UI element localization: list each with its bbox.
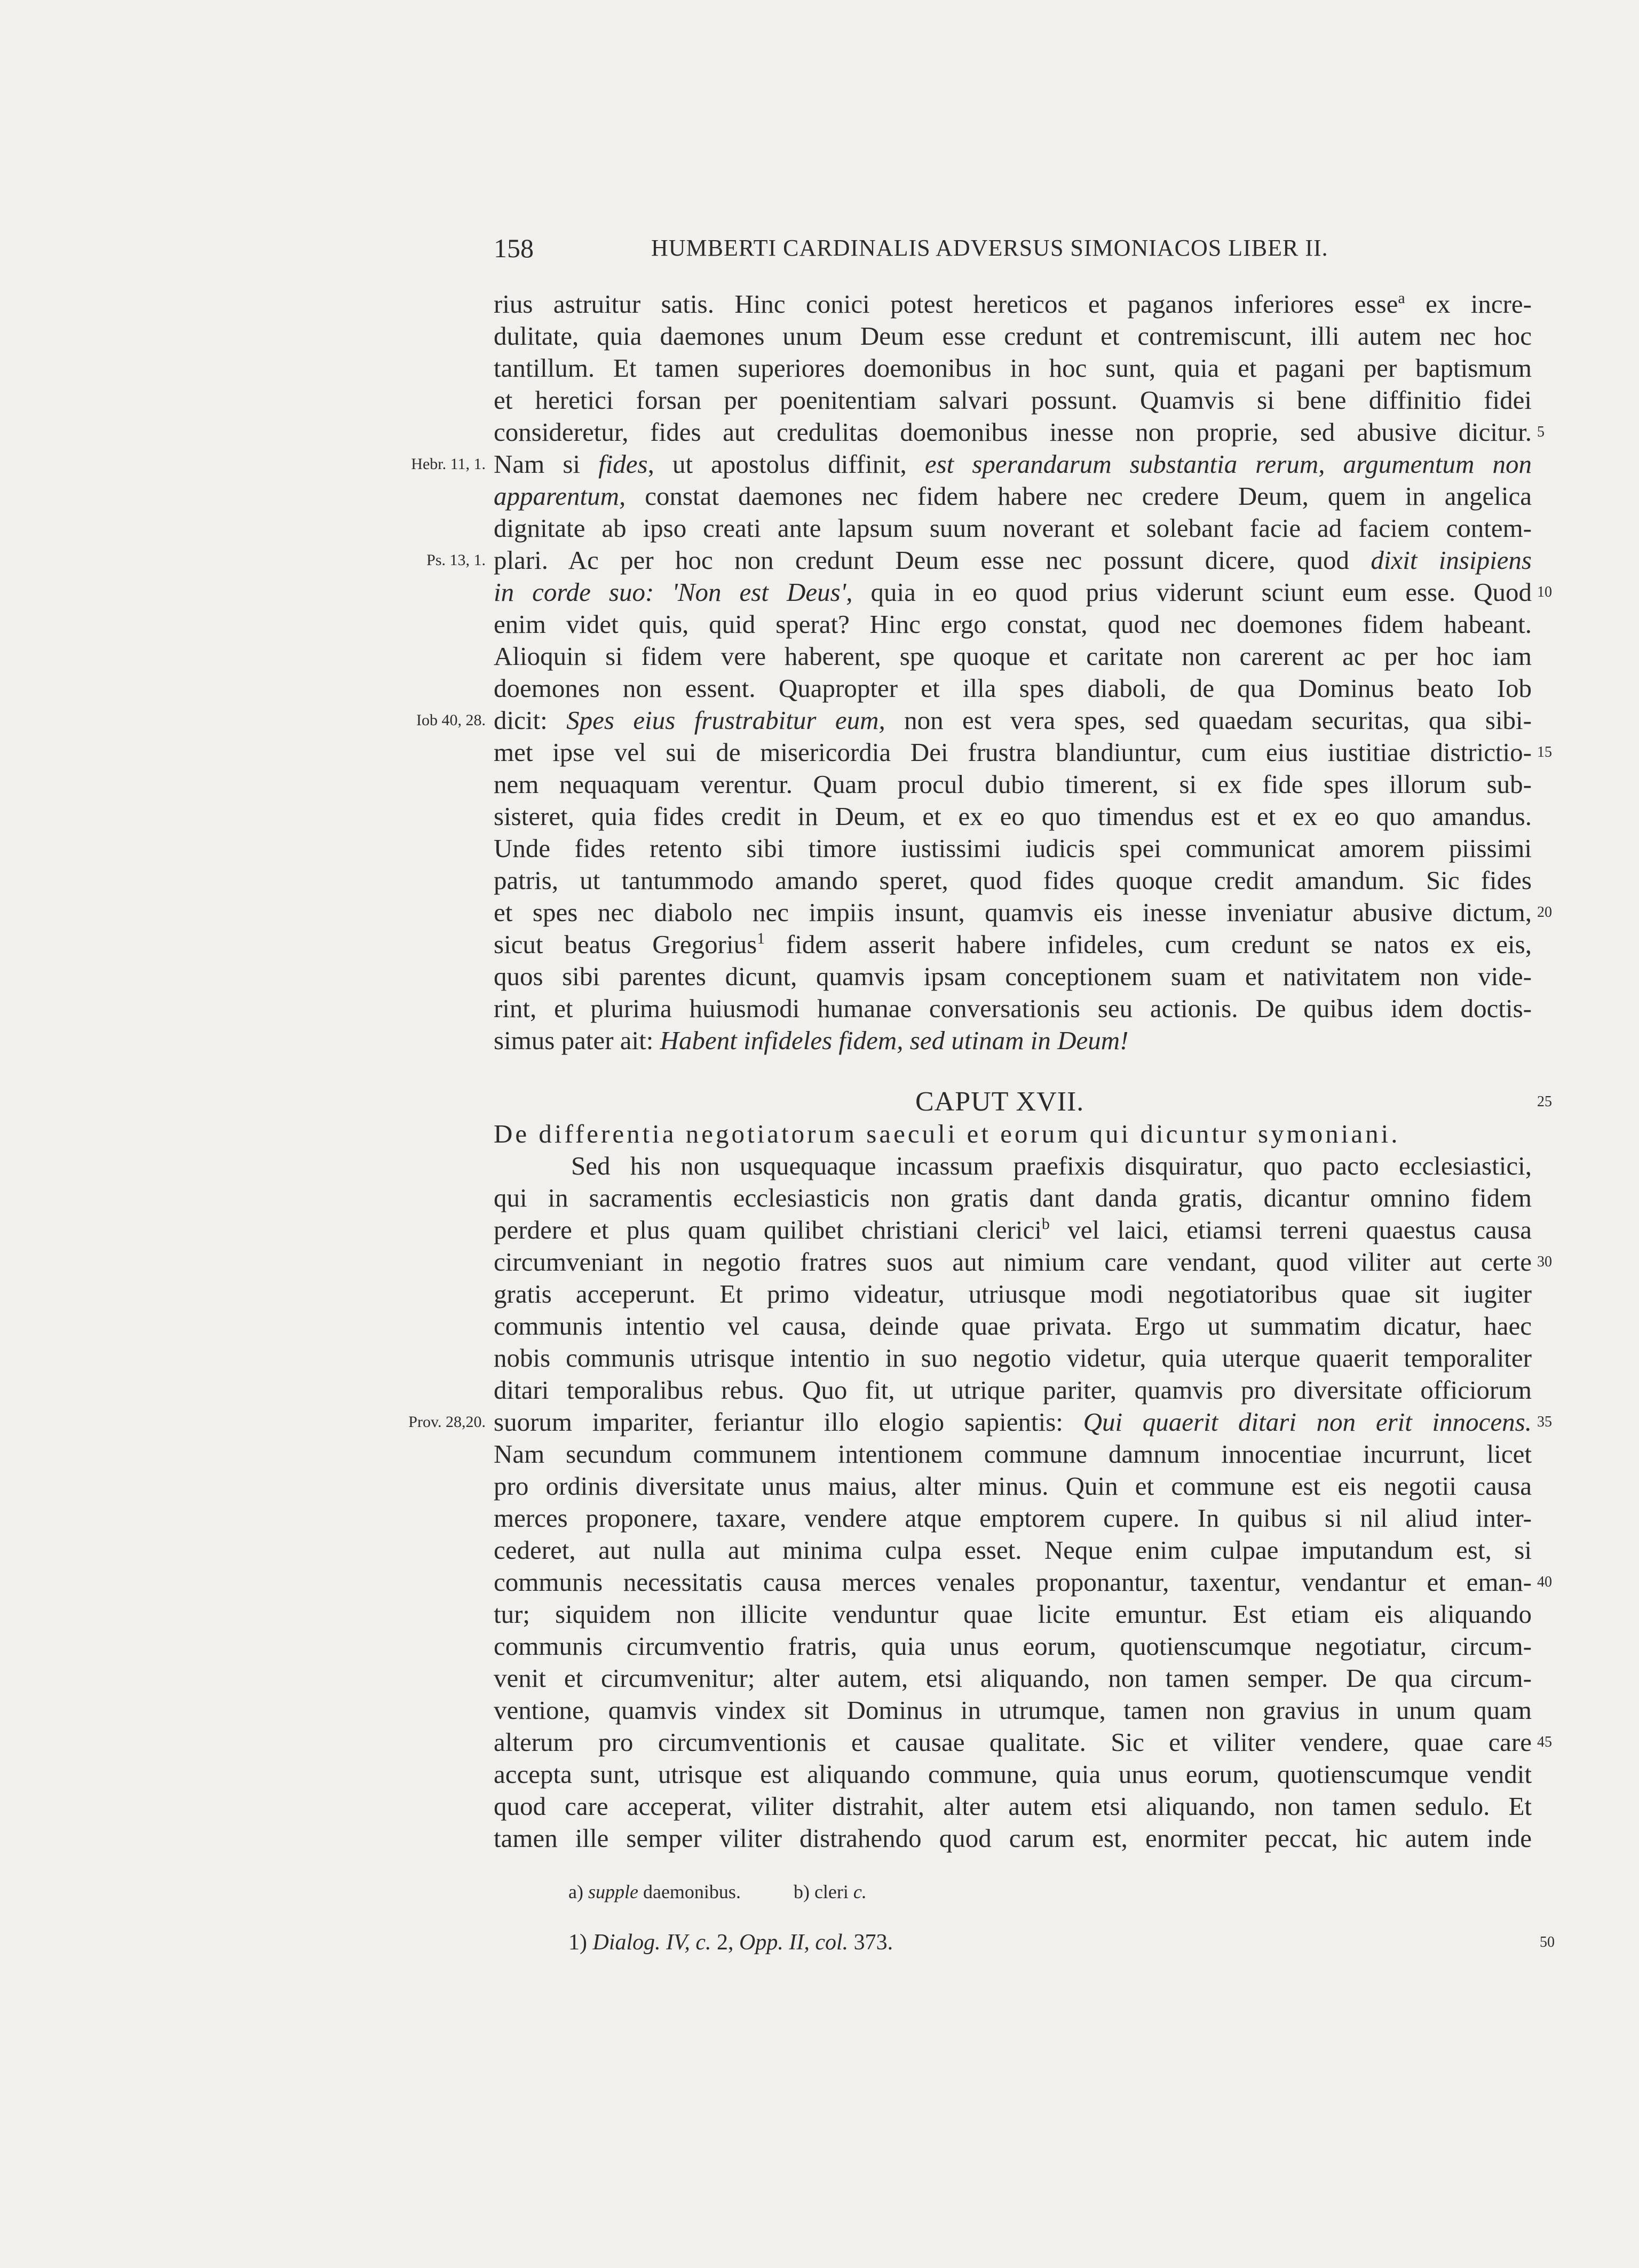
text-line: plari. Ac per hoc non credunt Deum esse nec possunt dicere, quod dixit insipiens: [494, 545, 1532, 575]
line-number: 35: [1537, 1414, 1552, 1430]
text-line: ditari temporalibus rebus. Quo fit, ut utrique pariter, quamvis pro diversitate officiorum: [494, 1375, 1532, 1405]
text-line: perdere et plus quam quilibet christiani clerici$^b$ vel laici, etiamsi terreni quaestus causa: [494, 1215, 1532, 1244]
text-line: tantillum. Et tamen superiores doemonibus in hoc sunt, quia et pagani per baptismum: [494, 353, 1532, 383]
text-line: dignitate ab ipso creati ante lapsum suum noverant et solebant facie ad faciem contem-: [494, 513, 1532, 543]
text-line: accepta sunt, utrisque est aliquando commune, quia unus eorum, quotienscumque vendit: [494, 1759, 1532, 1789]
text-line: communis intentio vel causa, deinde quae privata. Ergo ut summatim dicatur, haec: [494, 1311, 1532, 1341]
text-line: enim videt quis, quid sperat? Hinc ergo constat, quod nec doemones fidem habeant.: [494, 609, 1532, 639]
line-number: 30: [1537, 1254, 1552, 1270]
running-title: HUMBERTI CARDINALIS ADVERSUS SIMONIACOS LIBER II.: [651, 235, 1328, 261]
line-number: 50: [1540, 1934, 1555, 1950]
text-line: Nam secundum communem intentionem commune damnum innocentiae incurrunt, licet: [494, 1439, 1532, 1469]
text-line: tur; siquidem non illicite venduntur quae licite emuntur. Est etiam eis aliquando: [494, 1599, 1532, 1629]
text-line: Sed his non usquequaque incassum praefixis disquiratur, quo pacto ecclesiastici,: [571, 1151, 1532, 1180]
text-line: tamen ille semper viliter distrahendo quod carum est, enormiter peccat, hic autem inde: [494, 1823, 1532, 1853]
text-line: Alioquin si fidem vere haberent, spe quoque et caritate non carerent ac per hoc iam: [494, 641, 1532, 671]
text-line: quos sibi parentes dicunt, quamvis ipsam conceptionem suam et nativitatem non vide-: [494, 962, 1532, 991]
margin-ref-iob: Iob 40, 28.: [416, 711, 486, 729]
text-line: quod care acceperat, viliter distrahit, alter autem etsi aliquando, non tamen sedulo. Et: [494, 1791, 1532, 1821]
margin-ref-prov: Prov. 28,20.: [408, 1413, 486, 1431]
text-line: doemones non essent. Quapropter et illa spes diaboli, de qua Dominus beato Iob: [494, 673, 1532, 703]
text-line: Nam si fides, ut apostolus diffinit, est sperandarum substantia rerum, argumentum non: [494, 449, 1532, 479]
text-line: et heretici forsan per poenitentiam salvari possunt. Quamvis si bene diffinitio fidei: [494, 385, 1532, 415]
text-line: merces proponere, taxare, vendere atque emptorem cupere. In quibus si nil aliud inter-: [494, 1503, 1532, 1533]
text-line: pro ordinis diversitate unus maius, alter minus. Quin et commune est eis negotii causa: [494, 1471, 1532, 1501]
text-line: dulitate, quia daemones unum Deum esse credunt et contremiscunt, illi autem nec hoc: [494, 321, 1532, 351]
footnote-letters: a) supple daemonibus. b) cleri c.: [568, 1881, 867, 1902]
text-line: et spes nec diabolo nec impiis insunt, quamvis eis inesse inveniatur abusive dictum,: [494, 898, 1532, 927]
text-line: Unde fides retento sibi timore iustissimi iudicis spei communicat amorem piissimi: [494, 834, 1532, 863]
text-line: simus pater ait: Habent infideles fidem, sed utinam in Deum!: [494, 1026, 1129, 1055]
text-line: alterum pro circumventionis et causae qualitate. Sic et viliter vendere, quae care: [494, 1727, 1532, 1757]
text-line: in corde suo: 'Non est Deus', quia in eo quod prius viderunt sciunt eum esse. Quod: [494, 577, 1532, 607]
footnote-1: 1) Dialog. IV, c. 2, Opp. II, col. 373.: [568, 1930, 893, 1955]
text-line: apparentum, constat daemones nec fidem habere nec credere Deum, quem in angelica: [494, 481, 1532, 511]
paragraph-2: [494, 1150, 1532, 1854]
paragraph-1: [494, 288, 1532, 1057]
margin-ref-hebr: Hebr. 11, 1.: [411, 455, 486, 473]
margin-ref-ps: Ps. 13, 1.: [426, 551, 486, 569]
text-line: suorum impariter, feriantur illo elogio sapientis: Qui quaerit ditari non erit innocens.: [494, 1407, 1532, 1437]
text-line: rius astruitur satis. Hinc conici potest hereticos et paganos inferiores esse$^a$ ex incre-: [494, 289, 1532, 319]
text-line: ventione, quamvis vindex sit Dominus in utrumque, tamen non gravius in unum quam: [494, 1695, 1532, 1725]
line-number: 15: [1537, 744, 1552, 760]
running-head: [494, 229, 1369, 267]
text-line: gratis acceperunt. Et primo videatur, utriusque modi negotiatoribus quae sit iugiter: [494, 1279, 1532, 1309]
line-number: 25: [1537, 1093, 1552, 1110]
chapter-subtitle: De differentia negotiatorum saeculi et eorum qui dicuntur symoniani.: [494, 1119, 1400, 1148]
text-line: communis circumventio fratris, quia unus eorum, quotienscumque negotiatur, circum-: [494, 1631, 1532, 1661]
text-line: nobis communis utrisque intentio in suo negotio videtur, quia uterque quaerit temporaliter: [494, 1343, 1532, 1373]
line-number: 5: [1537, 424, 1545, 440]
text-line: rint, et plurima huiusmodi humanae conversationis seu actionis. De quibus idem doctis-: [494, 994, 1532, 1023]
text-line: venit et circumvenitur; alter autem, etsi aliquando, non tamen semper. De qua circum-: [494, 1663, 1532, 1693]
text-line: nem nequaquam verentur. Quam procul dubio timerent, si ex fide spes illorum sub-: [494, 770, 1532, 799]
text-line: circumveniant in negotio fratres suos aut nimium care vendant, quod viliter aut certe: [494, 1247, 1532, 1276]
text-line: sisteret, quia fides credit in Deum, et ex eo quo timendus est et ex eo quo amandus.: [494, 802, 1532, 831]
chapter-title: CAPUT XVII.: [915, 1087, 1084, 1117]
text-line: met ipse vel sui de misericordia Dei frustra blandiuntur, cum eius iustitiae districtio-: [494, 738, 1532, 767]
line-number: 10: [1537, 584, 1552, 600]
page-number: 158: [494, 233, 534, 263]
text-line: qui in sacramentis ecclesiasticis non gratis dant danda gratis, dicantur omnino fidem: [494, 1183, 1532, 1212]
text-line: patris, ut tantummodo amando speret, quod fides quoque credit amandum. Sic fides: [494, 866, 1532, 895]
line-number: 45: [1537, 1734, 1552, 1750]
text-line: communis necessitatis causa merces venales proponantur, taxentur, vendantur et eman-: [494, 1567, 1532, 1597]
line-number: 40: [1537, 1574, 1552, 1590]
line-number: 20: [1537, 904, 1552, 921]
text-line: sicut beatus Gregorius$^1$ fidem asserit habere infideles, cum credunt se natos ex eis,: [494, 930, 1532, 959]
text-line: cederet, aut nulla aut minima culpa esset. Neque enim culpae imputandum est, si: [494, 1535, 1532, 1565]
text-line: consideretur, fides aut credulitas doemonibus inesse non proprie, sed abusive dicitur.: [494, 417, 1532, 447]
text-line: dicit: Spes eius frustrabitur eum, non est vera spes, sed quaedam securitas, qua sibi-: [494, 705, 1532, 735]
